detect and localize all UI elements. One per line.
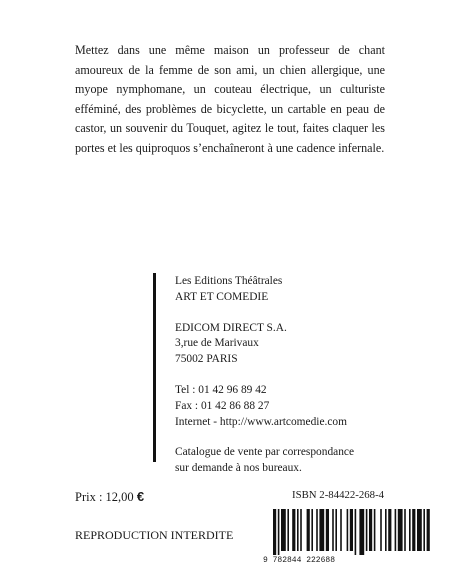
barcode-bar xyxy=(359,509,364,555)
barcode-bar xyxy=(278,509,280,555)
barcode-bars xyxy=(263,509,433,555)
barcode-bar xyxy=(316,509,318,551)
barcode-bar xyxy=(417,509,422,551)
barcode-bar xyxy=(355,509,357,555)
price-label: Prix : 12,00 xyxy=(75,490,134,504)
barcode-bar xyxy=(307,509,310,551)
barcode-bar xyxy=(300,509,302,551)
barcode-bar xyxy=(350,509,353,551)
distributor-street: 3,rue de Marivaux xyxy=(175,337,259,350)
barcode-bar xyxy=(340,509,342,551)
barcode-bar xyxy=(319,509,324,551)
contact-internet: Internet - http://www.artcomedie.com xyxy=(175,415,347,428)
publisher-line-2: ART ET COMEDIE xyxy=(175,290,269,303)
barcode-bar xyxy=(409,509,411,551)
publisher-line-1: Les Editions Théâtrales xyxy=(175,275,283,287)
catalogue-line-2: sur demande à nos bureaux. xyxy=(175,462,302,475)
barcode-bar xyxy=(380,509,382,551)
barcode-bar xyxy=(297,509,299,551)
catalogue-line-1: Catalogue de vente par correspondance xyxy=(175,446,355,459)
isbn: ISBN 2-84422-268-4 xyxy=(292,489,385,501)
barcode-bar xyxy=(395,509,397,551)
barcode-bar xyxy=(385,509,387,551)
barcode-bar xyxy=(374,509,376,551)
barcode-bar xyxy=(398,509,403,551)
barcode-bar xyxy=(326,509,329,551)
barcode-bar xyxy=(335,509,337,551)
barcode-bar xyxy=(369,509,372,551)
barcode-bar xyxy=(412,509,415,551)
barcode-bar xyxy=(281,509,286,551)
price xyxy=(75,489,144,505)
barcode-bar xyxy=(366,509,368,551)
reproduction-notice: REPRODUCTION INTERDITE xyxy=(75,528,234,542)
barcode-bar xyxy=(287,509,289,551)
barcode-bar xyxy=(292,509,295,551)
barcode-bar xyxy=(388,509,391,551)
barcode-bar xyxy=(347,509,349,551)
contact-tel: Tel : 01 42 96 89 42 xyxy=(175,383,267,396)
vertical-rule xyxy=(153,273,156,462)
distributor-city: 75002 PARIS xyxy=(175,353,238,366)
distributor-name: EDICOM DIRECT S.A. xyxy=(175,321,287,334)
barcode-bar xyxy=(427,509,430,551)
barcode-bar xyxy=(311,509,313,551)
barcode-bar xyxy=(404,509,406,551)
barcode-bar xyxy=(273,509,276,555)
euro-symbol: € xyxy=(136,489,145,504)
barcode-bar xyxy=(332,509,334,551)
barcode-digits: 9 782844 222688 xyxy=(263,556,336,565)
contact-fax: Fax : 01 42 86 88 27 xyxy=(175,399,270,412)
barcode-bar xyxy=(423,509,425,551)
back-cover-blurb: Mettez dans une même maison un professeur de chant amoureux de la femme de son ami, un chien allergique, une myope nymphomane, un couteau électrique, un culturiste efféminé, des problèmes de bicyclette, un cartable en peau de castor, un souvenir du Touquet, agitez le tout, faites claquer les portes et les quiproquos s’enchaîneront à une cadence infernale. xyxy=(75,43,385,155)
publisher-info-block xyxy=(175,274,415,477)
